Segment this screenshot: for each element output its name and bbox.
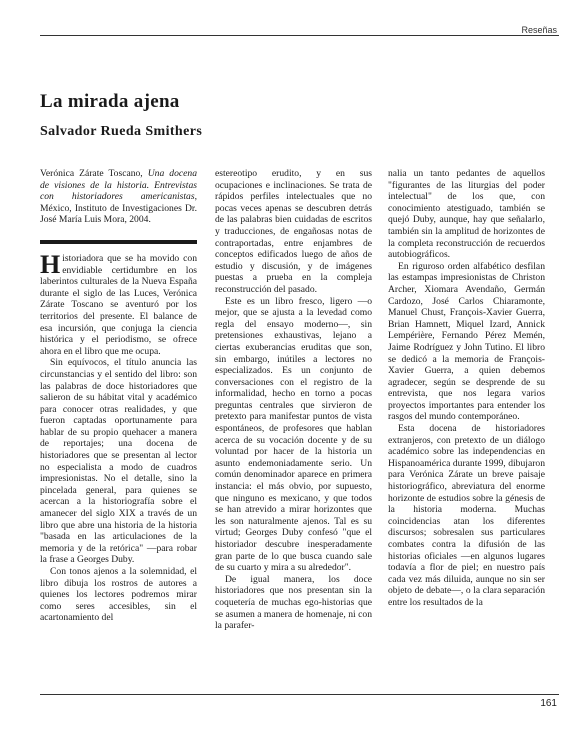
paragraph: nalia un tanto pedantes de aquellos "figurantes de las liturgias del poder intelectual" de los que, con conocimiento atestiguado, también se quejó Duby, aunque, hay que señalarlo, también sin la amplitud de horizontes de la completa reconstrucción de recuerdos autobiográficos. xyxy=(388,168,545,261)
separator-bar xyxy=(40,240,197,244)
article-author: Salvador Rueda Smithers xyxy=(40,124,203,139)
paragraph: Historiadora que se ha movido con envidiable certidumbre en los laberintos culturales de la Nueva España durante el siglo de las Luces, Verónica Zárate Toscano se aventuró por los territorios del presente. El balance de esa incursión, que conjuga la ciencia histórica y el periodismo, se ofrece ahora en el libro que me ocupa. xyxy=(40,249,197,357)
column-3 xyxy=(388,168,545,609)
paragraph: Con tonos ajenos a la solemnidad, el libro dibuja los rostros de autores a quienes los lectores podremos mirar como seres accesibles, sin el acartonamiento del xyxy=(40,566,197,624)
paragraph: Sin equívocos, el título anuncia las circunstancias y el sentido del libro: son las palabras de doce historiadores que salieron de su hábitat vital y académico para conocer otras realidades, y que fueron captadas oportunamente para hablar de su propio quehacer a manera de reportajes; una docena de historiadores que se presentan al lector no especialista a modo de cuadros impresionistas. No el detalle, sino la pincelada general, para quienes se acercan a la historiografía sobre el amanecer del siglo XIX a través de un libro que abre una historia de la historia "basada en las articulaciones de la memoria y de la retórica" —para robar la frase a Georges Duby. xyxy=(40,357,197,566)
paragraph: estereotipo erudito, y en sus ocupaciones e inclinaciones. Se trata de rápidos perfiles intelectuales que no pocas veces apenas se descubren detrás de las palabras bien cuidadas de escritos y traducciones, de engañosas notas de contraportadas, entre enjambres de conceptos edificados luego de años de estudio y discusión, y de imágenes puestas a prueba en la compleja reconstrucción del pasado. xyxy=(215,168,372,295)
column-2 xyxy=(215,168,372,632)
header-rule xyxy=(40,35,559,36)
paragraph: De igual manera, los doce historiadores que nos presentan sin la coquetería de muchas ego-historias que se asumen a manera de homenaje, ni con la parafer- xyxy=(215,573,372,632)
paragraph: Este es un libro fresco, ligero —o mejor, que se ajusta a la levedad como regla del ensayo moderno—, sin pretensiones exhaustivas, lejano a ciertas exuberancias eruditas que son, sin embargo, inútiles a lectores no especializados. Es un conjunto de conversaciones con el registro de la informalidad, hecho en torno a pocas preguntas centrales que sirvieron de pretexto para manifestar puntos de vista espontáneos, de profesores que hablan acerca de su vocación docente y de su voluntad por hacer de la historia un asunto endemoniadamente serio. Un común denominador aparece en primera instancia: el más obvio, por supuesto, que ninguno es mexicano, y que todos se han atrevido a mirar horizontes que les son naturalmente ajenos. Tal es su virtud; Georges Duby confesó "que el historiador descubre inesperadamente gran parte de lo que busca cuando sale de su cuarto y mira a su alrededor". xyxy=(215,295,372,574)
reference-book-title: Una docena de visiones de la historia. Entrevistas con historiadores americanistas xyxy=(40,168,197,203)
reference-publisher: , México, Instituto de Investigaciones Dr. José María Luis Mora, 2004. xyxy=(40,191,197,226)
drop-cap: H xyxy=(40,249,61,279)
reference-authors: Verónica Zárate Toscano, xyxy=(40,168,143,179)
page-number: 161 xyxy=(540,698,557,709)
footer-rule xyxy=(40,694,559,695)
book-reference xyxy=(40,168,197,226)
section-label: Reseñas xyxy=(521,25,557,35)
paragraph: En riguroso orden alfabético desfilan las estampas impresionistas de Christon Archer, Xiomara Avendaño, Germán Cardozo, José Carlos Chiaramonte, Manuel Chust, François-Xavier Guerra, Brian Hamnett, Miquel Izard, Annick Lempérière, Fernando Pérez Memén, Jaime Rodríguez y John Tutino. El libro se dedicó a la memoria de François-Xavier Guerra, a quien debemos agradecer, según se desprende de su entrevista, que nos legara varios proyectos importantes para entender los rasgos del mundo contemporáneo. xyxy=(388,260,545,423)
column-1 xyxy=(40,168,197,624)
paragraph: Esta docena de historiadores extranjeros, con pretexto de un diálogo académico sobre las independencias en Hispanoamérica durante 1999, dibujaron para Verónica Zárate un breve paisaje historiográfico, abreviatura del enorme horizonte de estudios sobre la génesis de la historia moderna. Muchas coincidencias atan los diferentes discursos; sobresalen sus particulares combates contra la difusión de las historias oficiales —en algunos lugares todavía a flor de piel; en nuestro país cada vez más diluida, aunque no sin ser objeto de debate—, o la clara separación entre los resultados de la xyxy=(388,423,545,608)
article-title: La mirada ajena xyxy=(40,91,180,112)
